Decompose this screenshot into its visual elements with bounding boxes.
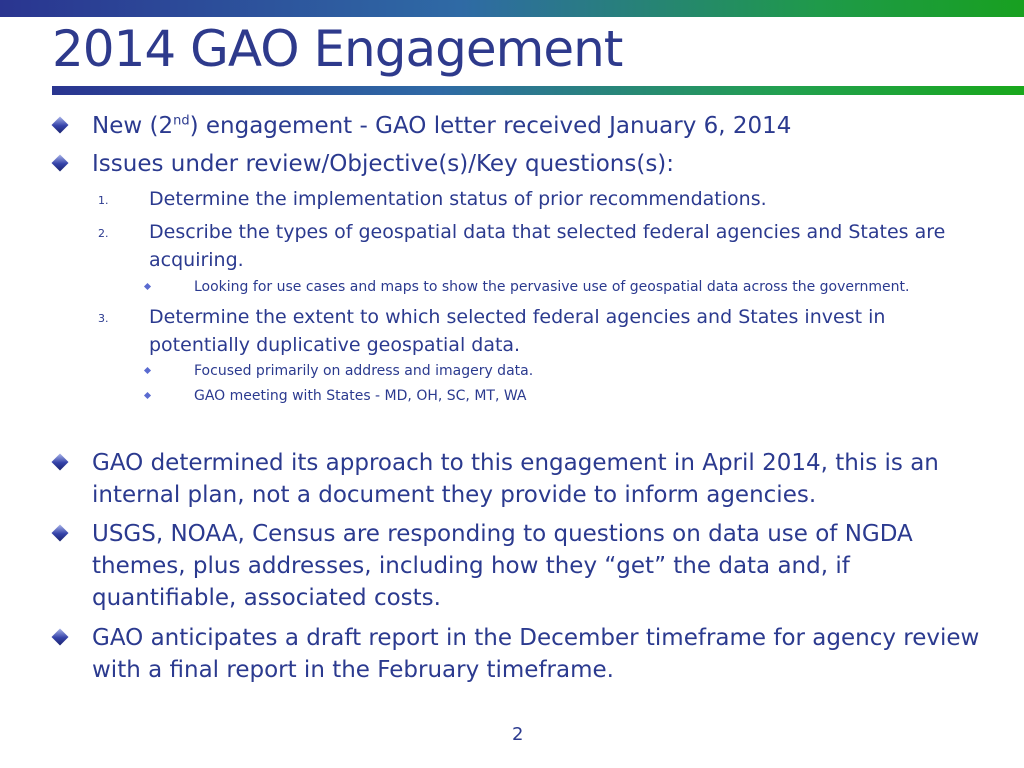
- bullet-text: GAO anticipates a draft report in the December timeframe for agency review with a final report in the February timeframe.: [92, 625, 980, 683]
- bullet-draft-report: [92, 622, 992, 686]
- item-number: 1.: [98, 194, 109, 207]
- bullet-text: Issues under review/Objective(s)/Key questions(s):: [92, 151, 675, 177]
- bullet-text: USGS, NOAA, Census are responding to questions on data use of NGDA themes, plus addresses, including how they “get” the data and, if quantifiable, associated costs.: [92, 521, 913, 611]
- bullet-agencies-responding: [92, 518, 992, 614]
- numbered-item-2: [98, 218, 989, 274]
- bullet-text: ) engagement - GAO letter received January 6, 2014: [189, 113, 792, 139]
- slide-title: 2014 GAO Engagement: [52, 20, 623, 78]
- diamond-bullet-icon: [52, 629, 69, 646]
- top-gradient-bar: [0, 0, 1024, 17]
- diamond-bullet-icon: [52, 155, 69, 172]
- title-underline-bar: [52, 86, 1024, 95]
- bullet-text: GAO determined its approach to this engagement in April 2014, this is an internal plan, not a document they provide to inform agencies.: [92, 450, 939, 508]
- bullet-issues-under-review: [92, 148, 992, 180]
- numbered-item-3: [98, 303, 989, 359]
- sub-bullet-text: Focused primarily on address and imagery data.: [194, 363, 534, 379]
- bullet-gao-approach: [92, 447, 992, 511]
- diamond-bullet-icon: [52, 454, 69, 471]
- item-text: Determine the extent to which selected federal agencies and States invest in potentially duplicative geospatial data.: [149, 306, 886, 356]
- diamond-bullet-icon: [52, 525, 69, 542]
- sub-bullet-use-cases: [194, 277, 994, 297]
- small-diamond-bullet-icon: [144, 283, 151, 290]
- small-diamond-bullet-icon: [144, 367, 151, 374]
- diamond-bullet-icon: [52, 117, 69, 134]
- numbered-item-1: [98, 185, 989, 213]
- sub-bullet-address-imagery: [194, 361, 994, 381]
- sub-bullet-gao-meeting: [194, 386, 994, 406]
- small-diamond-bullet-icon: [144, 392, 151, 399]
- page-number: 2: [512, 724, 524, 745]
- sub-bullet-text: Looking for use cases and maps to show the pervasive use of geospatial data across the government.: [194, 279, 910, 295]
- bullet-text: New (2: [92, 113, 174, 139]
- item-number: 3.: [98, 312, 109, 325]
- item-number: 2.: [98, 227, 109, 240]
- sub-bullet-text: GAO meeting with States - MD, OH, SC, MT, WA: [194, 388, 527, 404]
- bullet-new-engagement: [92, 110, 992, 142]
- item-text: Determine the implementation status of prior recommendations.: [149, 188, 767, 210]
- superscript-text: nd: [173, 113, 190, 129]
- item-text: Describe the types of geospatial data that selected federal agencies and States are acquiring.: [149, 221, 946, 271]
